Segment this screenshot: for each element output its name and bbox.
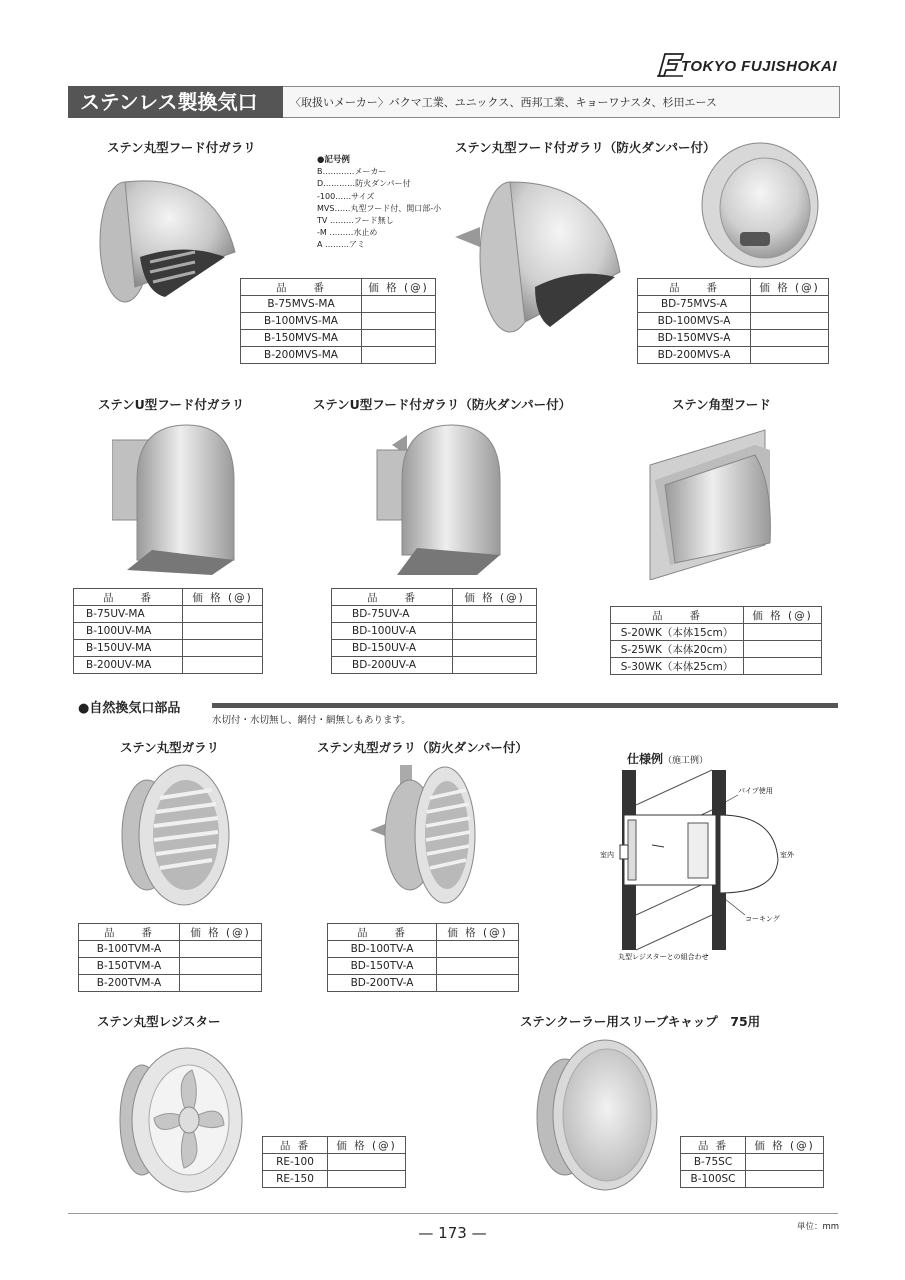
price-table-round-hood (240, 278, 436, 364)
round-louver-damper-image (370, 760, 480, 910)
product-title-round-hood-damper: ステン丸型フード付ガラリ（防火ダンパー付） (455, 140, 716, 155)
table-row: B-200TVM-A (79, 975, 262, 992)
legend-line: B…………メーカー (317, 167, 387, 177)
price-table-round-louver-damper (327, 923, 519, 992)
section-note: 水切付・水切無し、網付・網無しもあります。 (212, 715, 411, 726)
product-title-u-hood-damper: ステンU型フード付ガラリ（防火ダンパー付） (313, 397, 572, 412)
round-louver-image (112, 760, 232, 910)
col-code: 品 番 (241, 279, 362, 296)
col-price: 価 格 (@) (437, 924, 519, 941)
col-code: 品 番 (263, 1137, 328, 1154)
col-code: 品 番 (681, 1137, 746, 1154)
col-code: 品 番 (79, 924, 180, 941)
col-price: 価 格 (@) (751, 279, 829, 296)
col-code: 品 番 (638, 279, 751, 296)
table-row: B-75UV-MA (74, 606, 263, 623)
table-row: RE-100 (263, 1154, 406, 1171)
table-row: B-200MVS-MA (241, 347, 436, 364)
table-row: B-75SC (681, 1154, 824, 1171)
legend-heading: ●記号例 (317, 155, 350, 165)
product-title-round-register: ステン丸型レジスター (97, 1014, 221, 1029)
table-row: B-75MVS-MA (241, 296, 436, 313)
table-row: B-100TVM-A (79, 941, 262, 958)
table-row: BD-200MVS-A (638, 347, 829, 364)
table-row: RE-150 (263, 1171, 406, 1188)
table-row: BD-75UV-A (332, 606, 537, 623)
footer-divider (68, 1213, 838, 1214)
price-table-round-hood-damper (637, 278, 829, 364)
col-price: 価 格 (@) (328, 1137, 406, 1154)
label-outside: 室外 (780, 851, 794, 859)
price-table-u-hood-damper (331, 588, 537, 674)
table-row: B-150MVS-MA (241, 330, 436, 347)
table-row: S-25WK（本体20cm） (611, 641, 822, 658)
label-pipe: パイプ使用 (738, 787, 773, 795)
table-row: S-20WK（本体15cm） (611, 624, 822, 641)
table-row: B-100UV-MA (74, 623, 263, 640)
table-row: BD-75MVS-A (638, 296, 829, 313)
table-row: BD-100UV-A (332, 623, 537, 640)
page-title: ステンレス製換気口 (68, 86, 283, 118)
legend-line: D…………防火ダンパー付 (317, 179, 411, 189)
col-code: 品 番 (611, 607, 744, 624)
table-row: BD-150UV-A (332, 640, 537, 657)
brand-name: TOKYO FUJISHOKAI (680, 58, 837, 75)
product-title-round-louver-damper: ステン丸型ガラリ（防火ダンパー付） (317, 740, 528, 755)
table-row: B-100SC (681, 1171, 824, 1188)
col-price: 価 格 (@) (183, 589, 263, 606)
col-price: 価 格 (@) (746, 1137, 824, 1154)
table-row: B-100MVS-MA (241, 313, 436, 330)
price-table-square-hood (610, 606, 822, 675)
col-code: 品 番 (328, 924, 437, 941)
page-number: — 173 — (418, 1224, 487, 1242)
product-title-round-louver: ステン丸型ガラリ (120, 740, 220, 755)
table-row: BD-100MVS-A (638, 313, 829, 330)
spec-example-title: 仕様例（施工例） (627, 752, 709, 766)
section-divider (212, 703, 838, 708)
square-hood-image (645, 425, 775, 580)
col-price: 価 格 (@) (362, 279, 436, 296)
price-table-sleeve-cap (680, 1136, 824, 1188)
legend-line: -100……サイズ (317, 191, 375, 201)
installation-diagram (600, 765, 810, 965)
symbol-legend (317, 154, 441, 252)
u-hood-louver-image (112, 420, 242, 580)
section-heading: ●自然換気口部品 (78, 701, 181, 716)
unit-note: 単位：mm (796, 1222, 839, 1232)
legend-line: MVS……丸型フード付、開口部-小 (317, 203, 442, 213)
col-code: 品 番 (332, 589, 453, 606)
table-row: S-30WK（本体25cm） (611, 658, 822, 675)
round-register-image (112, 1040, 247, 1200)
table-row: B-200UV-MA (74, 657, 263, 674)
round-hood-damper-rear-image (700, 140, 820, 270)
price-table-u-hood (73, 588, 263, 674)
table-row: B-150UV-MA (74, 640, 263, 657)
round-hood-louver-image (95, 162, 245, 312)
table-row: BD-150MVS-A (638, 330, 829, 347)
table-row: B-150TVM-A (79, 958, 262, 975)
label-caulking: コーキング (745, 915, 780, 923)
product-title-u-hood: ステンU型フード付ガラリ (98, 397, 245, 412)
product-title-sleeve-cap: ステンクーラー用スリーブキャップ 75用 (520, 1014, 761, 1029)
table-row: BD-100TV-A (328, 941, 519, 958)
product-title-round-hood: ステン丸型フード付ガラリ (107, 140, 256, 155)
col-price: 価 格 (@) (453, 589, 537, 606)
col-code: 品 番 (74, 589, 183, 606)
col-price: 価 格 (@) (180, 924, 262, 941)
sleeve-cap-image (530, 1035, 660, 1195)
table-row: BD-150TV-A (328, 958, 519, 975)
table-row: BD-200TV-A (328, 975, 519, 992)
u-hood-damper-image (372, 420, 507, 580)
legend-line: -M ………水止め (317, 228, 378, 238)
makers-list: 〈取扱いメーカー〉バクマ工業、ユニックス、西邦工業、キョーワナスタ、杉田エース (290, 96, 717, 109)
label-caption: 丸型レジスターとの組合わせ (618, 953, 709, 961)
col-price: 価 格 (@) (744, 607, 822, 624)
label-inside: 室内 (600, 851, 614, 859)
product-title-square-hood: ステン角型フード (672, 397, 771, 412)
price-table-round-louver (78, 923, 262, 992)
legend-line: TV ………フード無し (317, 216, 394, 226)
table-row: BD-200UV-A (332, 657, 537, 674)
legend-line: A ………アミ (317, 240, 366, 250)
price-table-round-register (262, 1136, 406, 1188)
round-hood-damper-image (455, 162, 625, 342)
